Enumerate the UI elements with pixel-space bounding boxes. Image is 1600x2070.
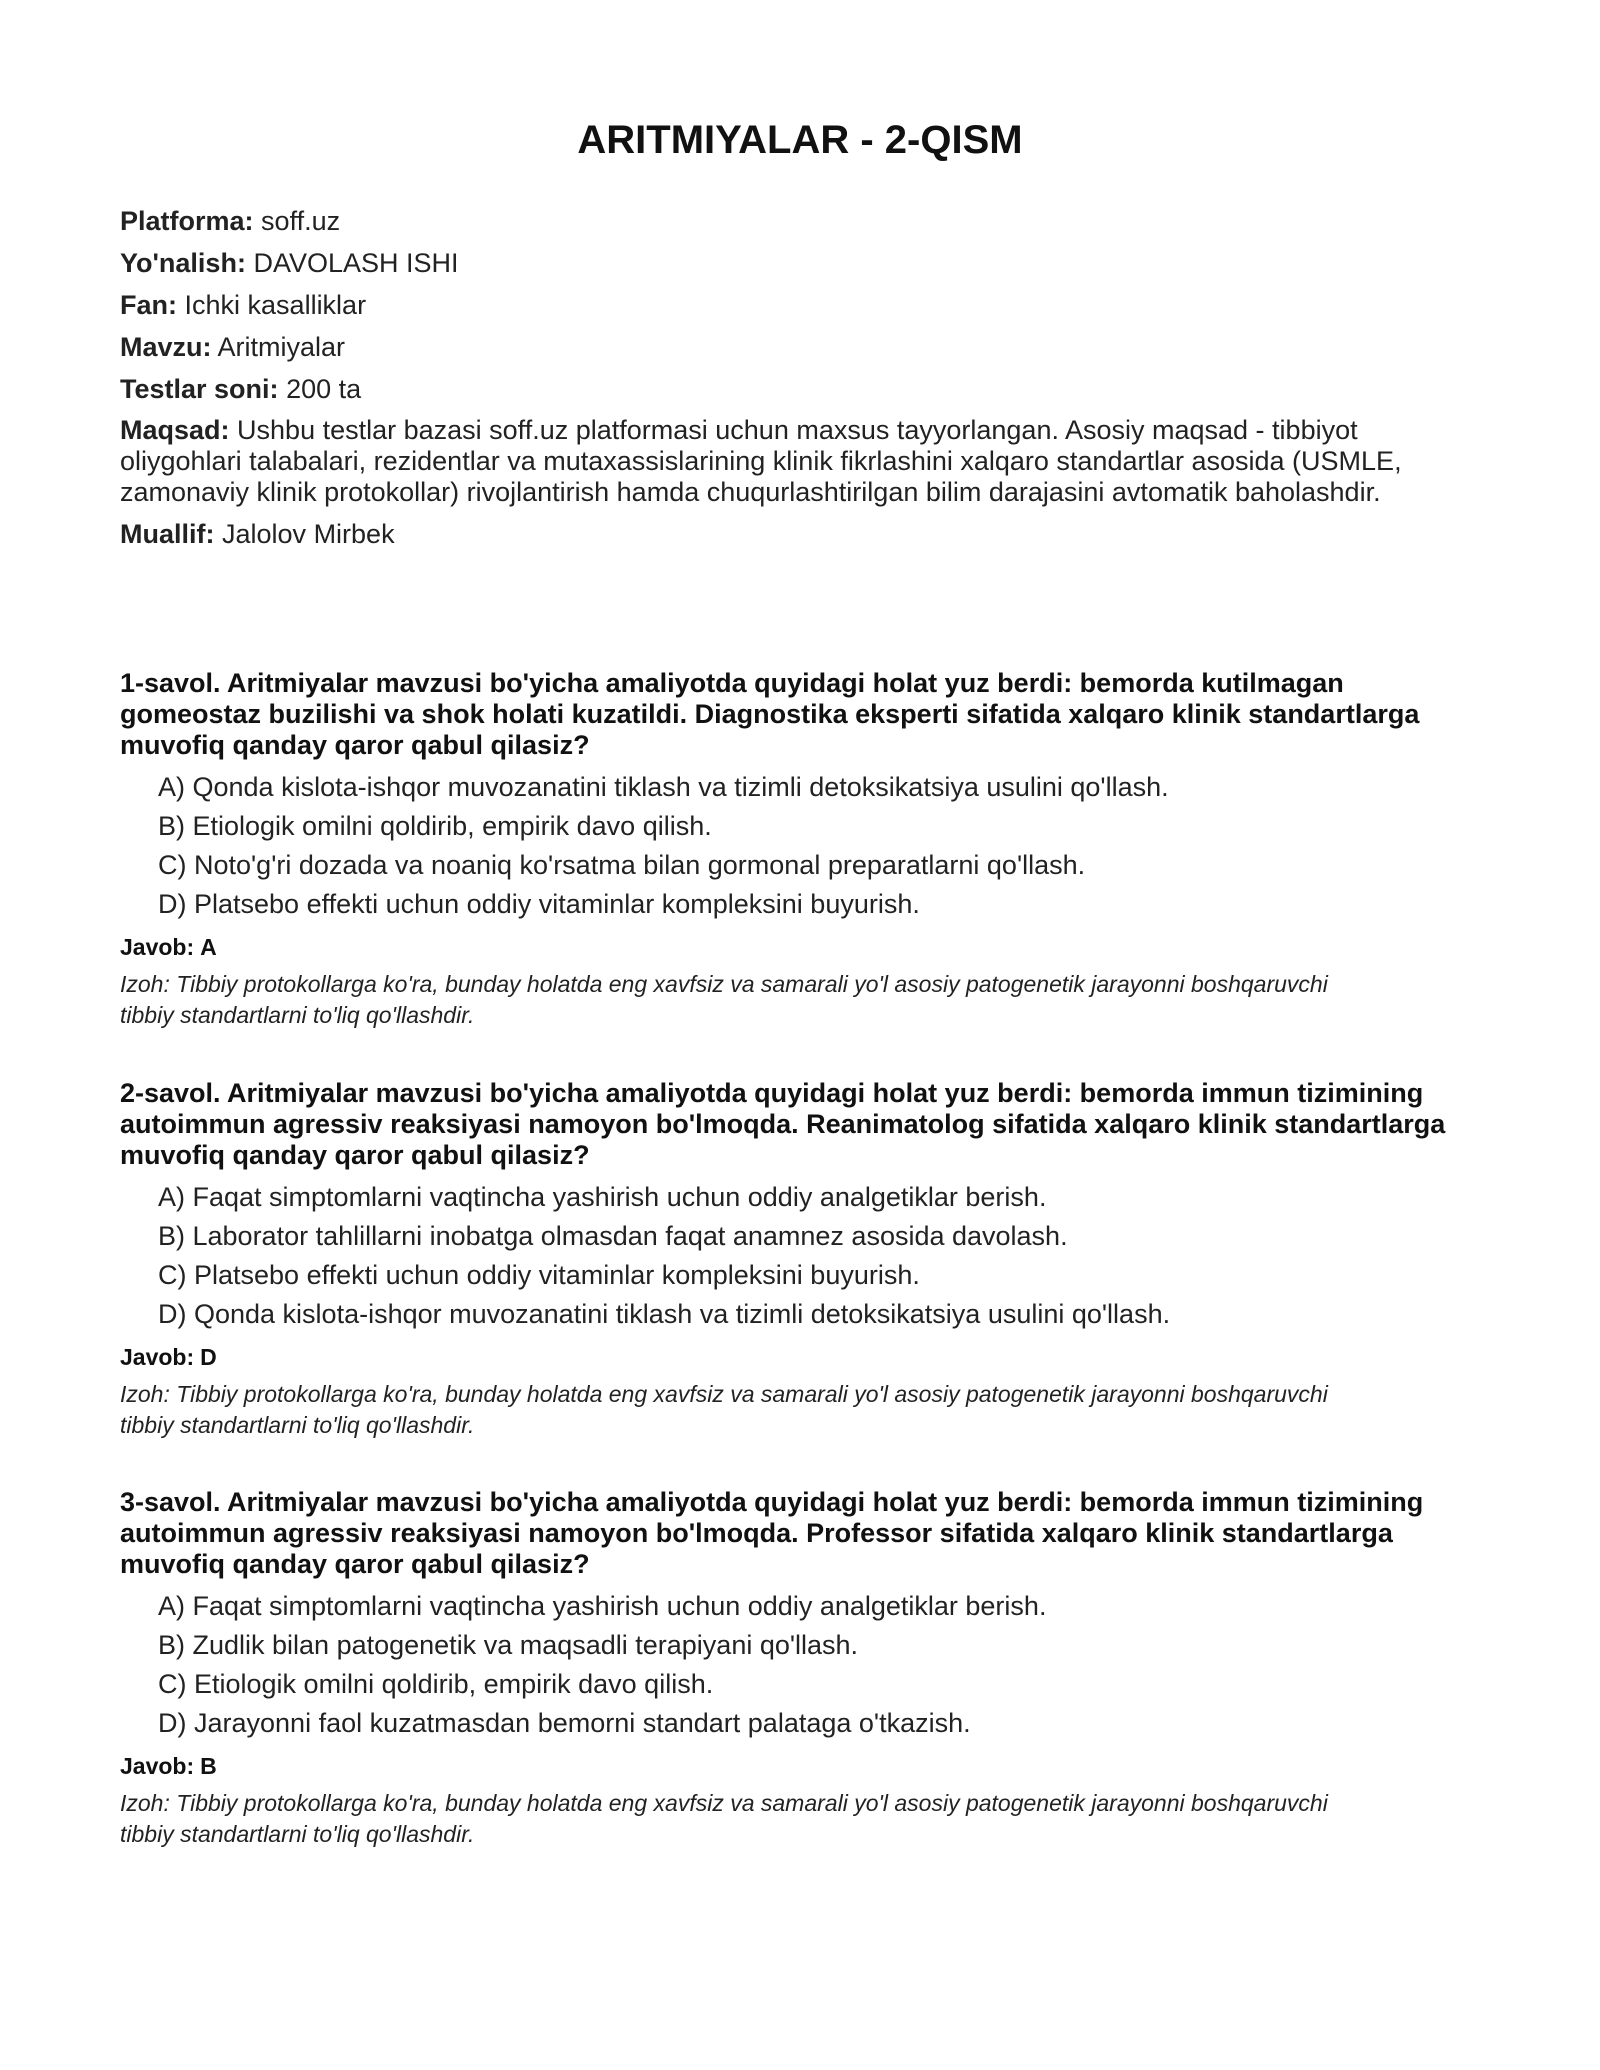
answer-line <box>120 934 1450 961</box>
option-b: B) Laborator tahlillarni inobatga olmasdan faqat anamnez asosida davolash. <box>158 1221 1068 1251</box>
meta-direction-value: DAVOLASH ISHI <box>253 248 459 278</box>
answer-value: B <box>200 1753 217 1779</box>
option-c: C) Etiologik omilni qoldirib, empirik davo qilish. <box>158 1669 714 1699</box>
meta-tests-count <box>120 373 1420 405</box>
option-d: D) Qonda kislota-ishqor muvozanatini tiklash va tizimli detoksikatsiya usulini qo'llash. <box>158 1299 1171 1329</box>
options-list <box>158 1181 1450 1330</box>
answer-value: A <box>200 934 217 960</box>
meta-direction <box>120 247 1420 279</box>
answer-label: Javob: <box>120 934 195 960</box>
meta-tests-value: 200 ta <box>286 374 362 404</box>
meta-topic <box>120 331 1420 363</box>
option-a: A) Qonda kislota-ishqor muvozanatini tiklash va tizimli detoksikatsiya usulini qo'llash. <box>158 772 1169 802</box>
meta-author-value: Jalolov Mirbek <box>222 519 395 549</box>
document-title: ARITMIYALAR - 2-QISM <box>577 118 1023 162</box>
question-block <box>120 1487 1450 1850</box>
meta-author-label: Muallif: <box>120 519 215 549</box>
option-b: B) Zudlik bilan patogenetik va maqsadli terapiyani qo'llash. <box>158 1630 859 1660</box>
meta-tests-label: Testlar soni: <box>120 374 279 404</box>
question-text: 2-savol. Aritmiyalar mavzusi bo'yicha amaliyotda quyidagi holat yuz berdi: bemorda immun tizimining autoimmun agressiv reaksiyasi namoyon bo'lmoqda. Reanimatolog sifatida xalqaro klinik standartlarga muvofiq qanday qaror qabul qilasiz? <box>120 1078 1446 1170</box>
meta-subject-label: Fan: <box>120 290 177 320</box>
meta-topic-value: Aritmiyalar <box>217 332 346 362</box>
answer-value: D <box>200 1344 217 1370</box>
option-b: B) Etiologik omilni qoldirib, empirik davo qilish. <box>158 811 712 841</box>
meta-direction-label: Yo'nalish: <box>120 248 246 278</box>
options-list <box>158 771 1450 920</box>
meta-subject-value: Ichki kasalliklar <box>184 290 367 320</box>
answer-line <box>120 1344 1450 1371</box>
question-block <box>120 668 1450 1031</box>
meta-topic-label: Mavzu: <box>120 332 212 362</box>
answer-line <box>120 1753 1450 1780</box>
option-a: A) Faqat simptomlarni vaqtincha yashirish uchun oddiy analgetiklar berish. <box>158 1591 1047 1621</box>
explanation-note: Izoh: Tibbiy protokollarga ko'ra, bunday holatda eng xavfsiz va samarali yo'l asosiy patogenetik jarayonni boshqaruvchi tibbiy standartlarni to'liq qo'llashdir. <box>120 1381 1328 1438</box>
option-c: C) Platsebo effekti uchun oddiy vitaminlar kompleksini buyurish. <box>158 1260 920 1290</box>
option-a: A) Faqat simptomlarni vaqtincha yashirish uchun oddiy analgetiklar berish. <box>158 1182 1047 1212</box>
explanation-note: Izoh: Tibbiy protokollarga ko'ra, bunday holatda eng xavfsiz va samarali yo'l asosiy patogenetik jarayonni boshqaruvchi tibbiy standartlarni to'liq qo'llashdir. <box>120 1790 1328 1847</box>
meta-goal-value: Ushbu testlar bazasi soff.uz platformasi uchun maxsus tayyorlangan. Asosiy maqsad - tibbiyot oliygohlari talabalari, rezidentlar va mutaxassislarining klinik fikrlashini xalqaro standartlar asosida (USMLE, zamonaviy klinik protokollar) rivojlantirish hamda chuqurlashtirilgan bilim darajasini avtomatik baholashdir. <box>120 415 1402 507</box>
answer-label: Javob: <box>120 1753 195 1779</box>
document-meta <box>120 205 1420 560</box>
answer-label: Javob: <box>120 1344 195 1370</box>
options-list <box>158 1590 1450 1739</box>
meta-platform-value: soff.uz <box>261 206 341 236</box>
meta-goal <box>120 415 1420 508</box>
option-c: C) Noto'g'ri dozada va noaniq ko'rsatma bilan gormonal preparatlarni qo'llash. <box>158 850 1086 880</box>
option-d: D) Platsebo effekti uchun oddiy vitaminlar kompleksini buyurish. <box>158 889 920 919</box>
meta-author <box>120 518 1420 550</box>
option-d: D) Jarayonni faol kuzatmasdan bemorni standart palataga o'tkazish. <box>158 1708 971 1738</box>
question-block <box>120 1078 1450 1441</box>
meta-platform <box>120 205 1420 237</box>
meta-subject <box>120 289 1420 321</box>
meta-platform-label: Platforma: <box>120 206 254 236</box>
explanation-note: Izoh: Tibbiy protokollarga ko'ra, bunday holatda eng xavfsiz va samarali yo'l asosiy patogenetik jarayonni boshqaruvchi tibbiy standartlarni to'liq qo'llashdir. <box>120 971 1328 1028</box>
question-text: 1-savol. Aritmiyalar mavzusi bo'yicha amaliyotda quyidagi holat yuz berdi: bemorda kutilmagan gomeostaz buzilishi va shok holati kuzatildi. Diagnostika eksperti sifatida xalqaro klinik standartlarga muvofiq qanday qaror qabul qilasiz? <box>120 668 1420 760</box>
question-text: 3-savol. Aritmiyalar mavzusi bo'yicha amaliyotda quyidagi holat yuz berdi: bemorda immun tizimining autoimmun agressiv reaksiyasi namoyon bo'lmoqda. Professor sifatida xalqaro klinik standartlarga muvofiq qanday qaror qabul qilasiz? <box>120 1487 1424 1579</box>
meta-goal-label: Maqsad: <box>120 415 230 445</box>
